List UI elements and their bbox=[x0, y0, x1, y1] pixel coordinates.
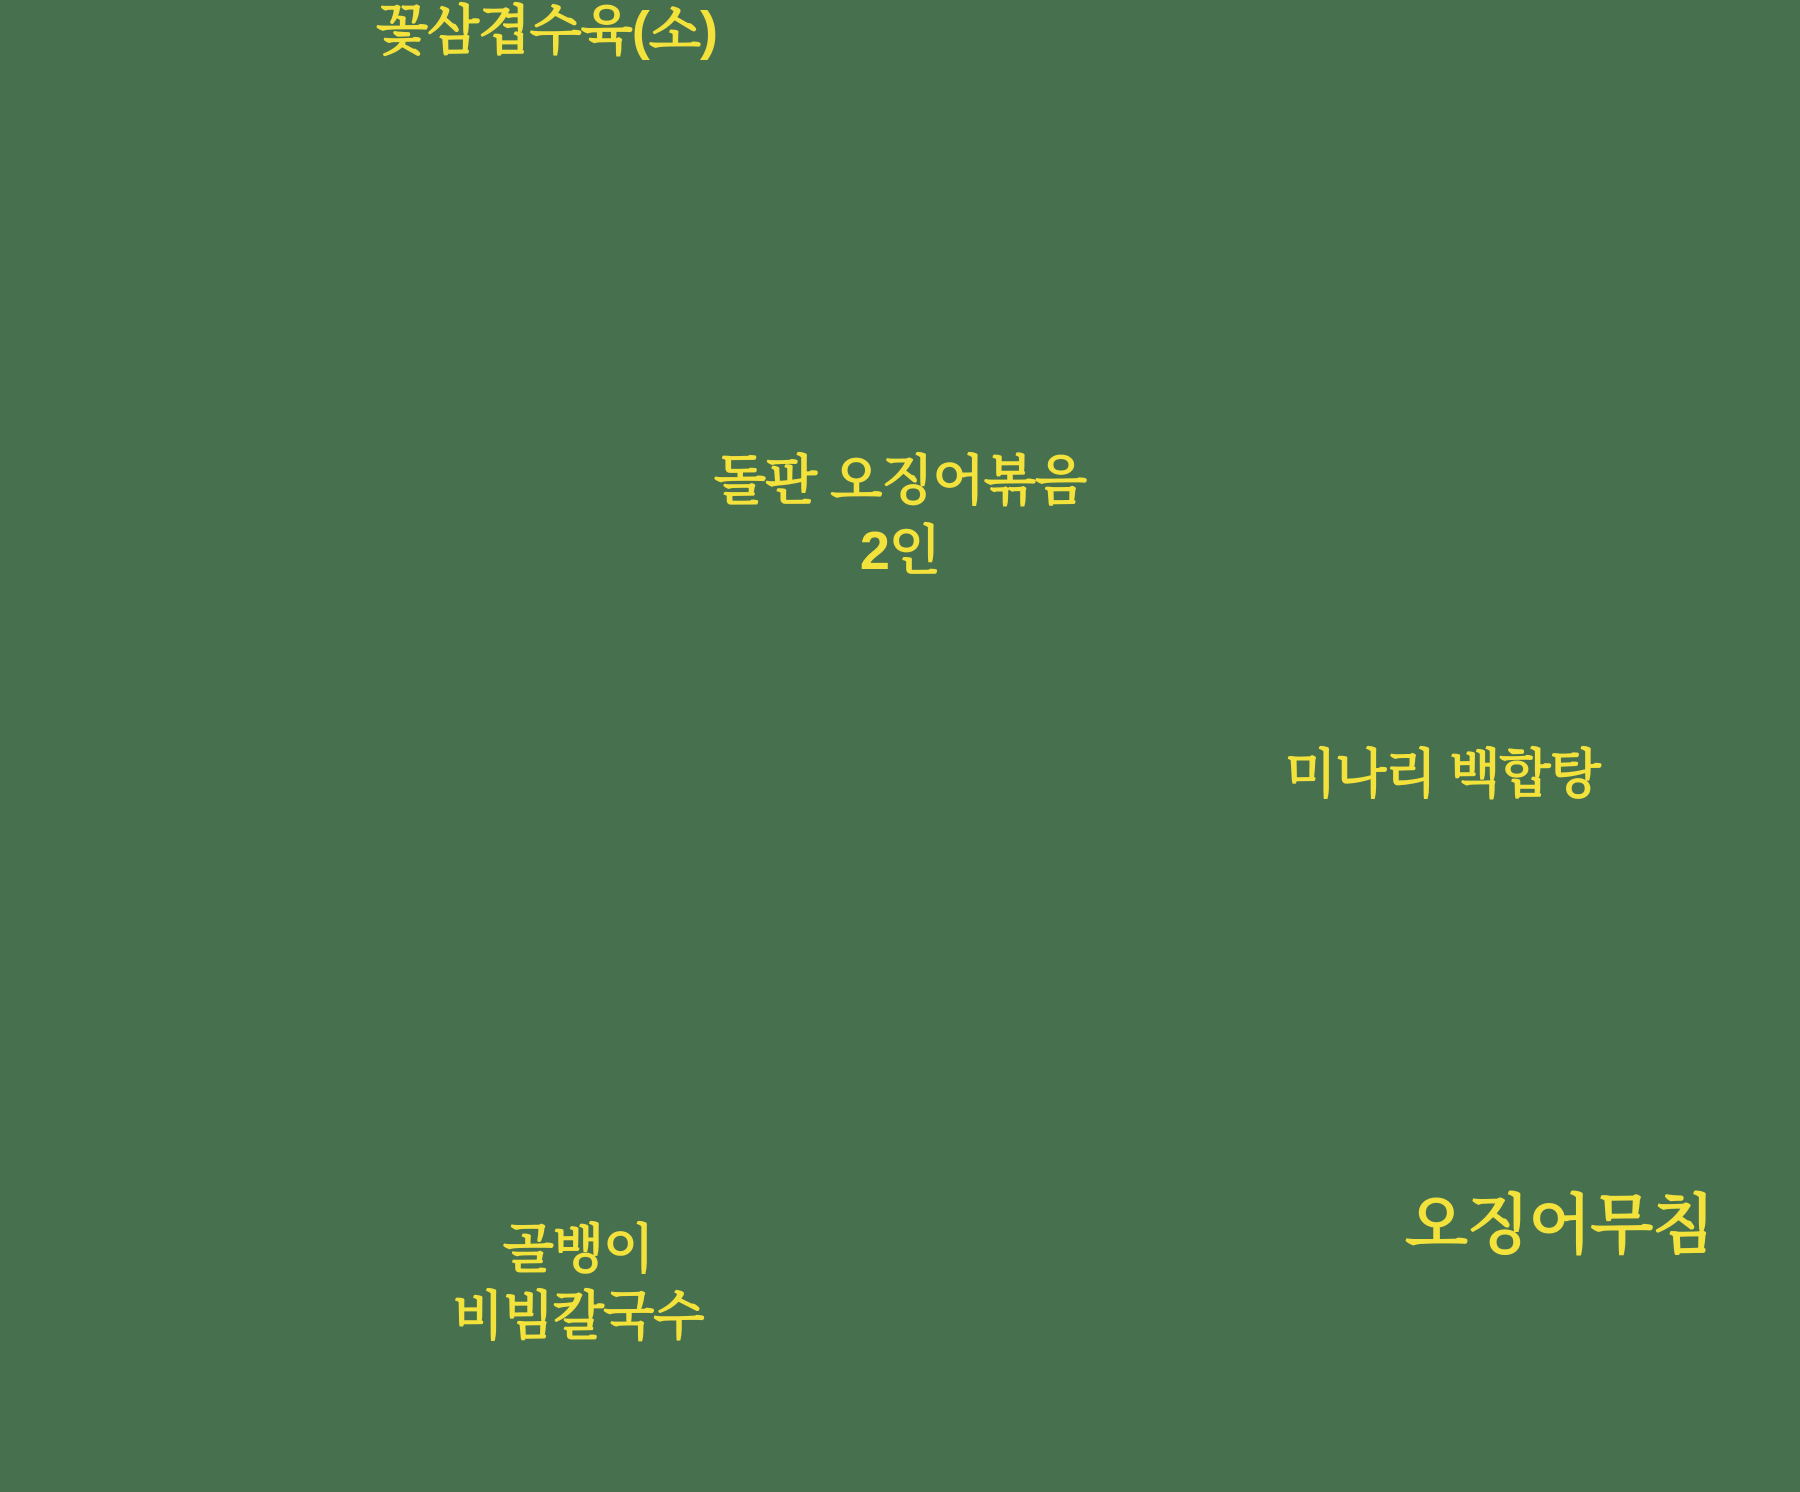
menu-label-minari-clam-soup-text: 미나리 백합탕 bbox=[1285, 745, 1600, 804]
menu-label-pork-belly-text: 꽃삼겹수육(소) bbox=[376, 1, 717, 61]
menu-label-stone-plate-squid-line2: 2인 bbox=[859, 521, 941, 581]
menu-label-whelk-noodles bbox=[453, 1216, 704, 1350]
menu-label-stone-plate-squid bbox=[714, 446, 1086, 586]
menu-label-whelk-noodles-line2: 비빔칼국수 bbox=[452, 1287, 704, 1346]
menu-label-stone-plate-squid-line1: 돌판 오징어볶음 bbox=[713, 451, 1087, 511]
menu-label-minari-clam-soup bbox=[1285, 746, 1600, 804]
menu-label-whelk-noodles-line1: 골뱅이 bbox=[502, 1220, 654, 1279]
menu-label-squid-salad bbox=[1405, 1190, 1714, 1260]
menu-label-squid-salad-text: 오징어무침 bbox=[1405, 1188, 1714, 1261]
menu-label-pork-belly bbox=[376, 2, 717, 60]
